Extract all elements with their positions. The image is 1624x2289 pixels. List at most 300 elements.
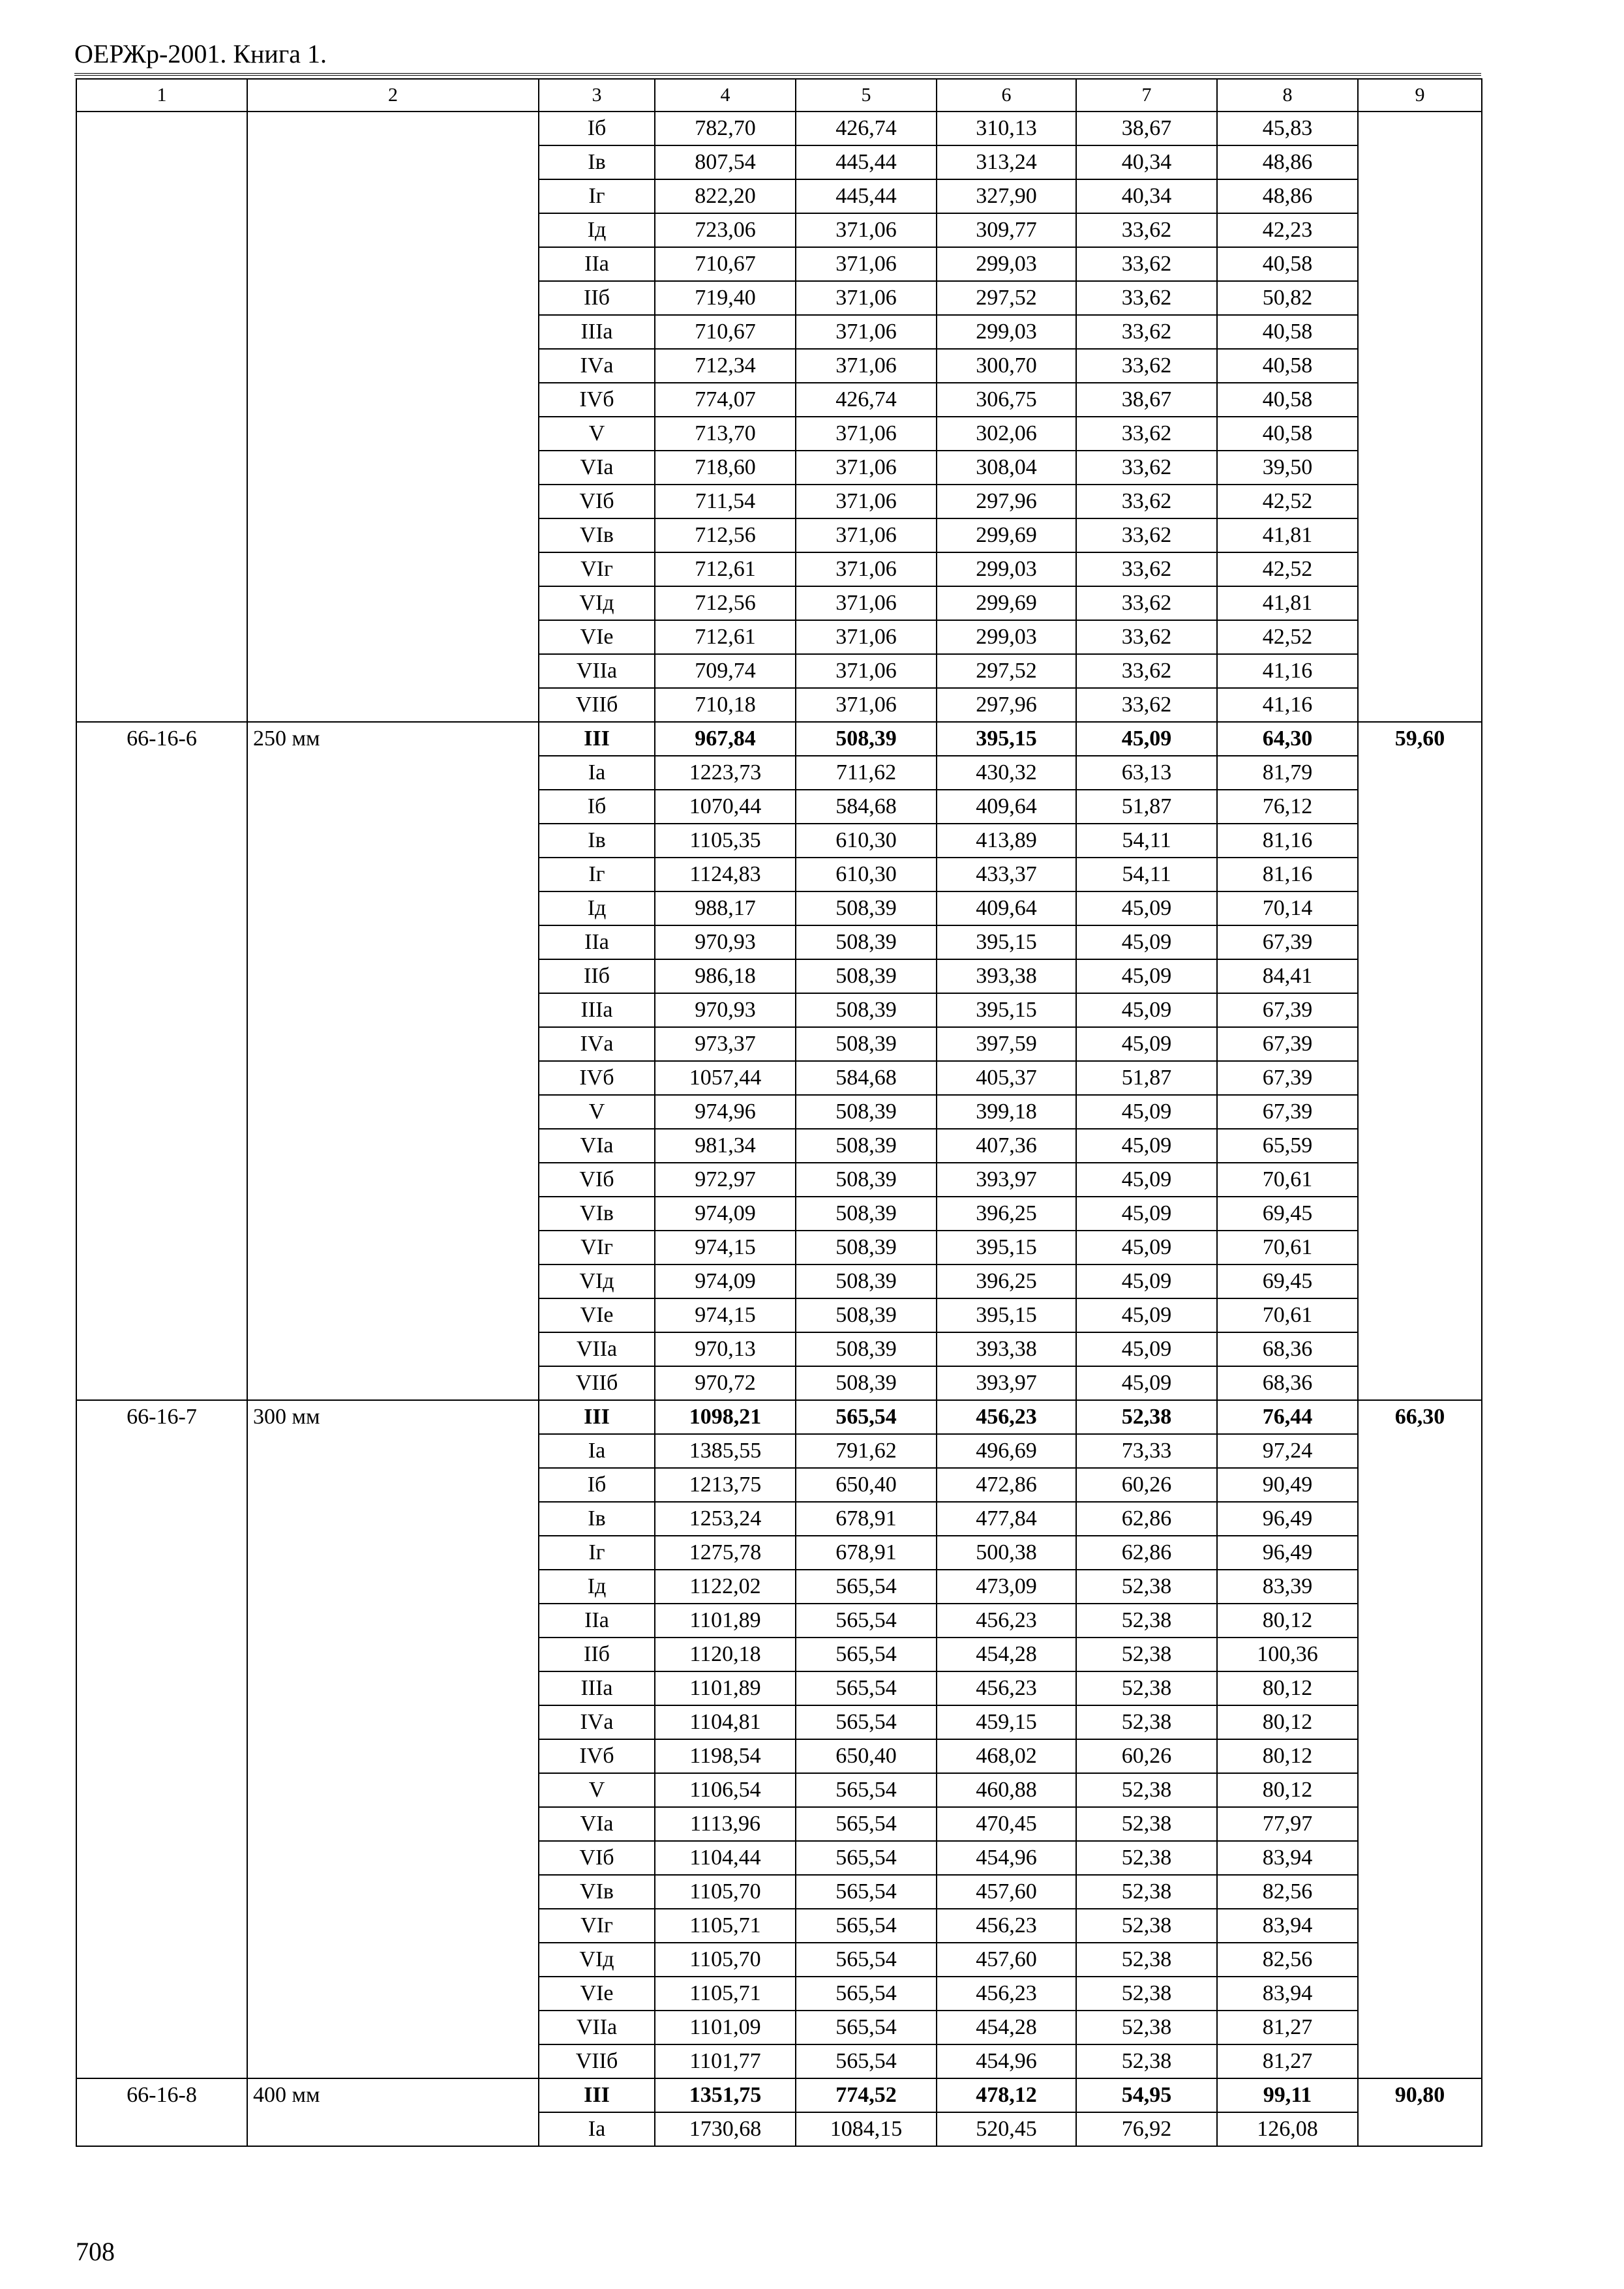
value-cell: 54,95	[1076, 2078, 1217, 2112]
value-cell: 126,08	[1217, 2112, 1358, 2146]
value-cell: 970,93	[655, 925, 796, 959]
value-cell: 1105,70	[655, 1875, 796, 1909]
value-cell: 99,11	[1217, 2078, 1358, 2112]
value-cell: 52,38	[1076, 2011, 1217, 2044]
value-cell: 45,09	[1076, 925, 1217, 959]
value-cell: 974,09	[655, 1197, 796, 1231]
value-cell: 584,68	[796, 790, 937, 824]
header-title: ОЕРЖр-2001. Книга 1.	[74, 39, 327, 68]
value-cell: 40,58	[1217, 247, 1358, 281]
row-category-cell: IIа	[539, 247, 655, 281]
value-cell: 33,62	[1076, 349, 1217, 383]
value-cell: 496,69	[937, 1434, 1076, 1468]
row-category-cell: V	[539, 1773, 655, 1807]
value-cell: 33,62	[1076, 247, 1217, 281]
value-cell: 407,36	[937, 1129, 1076, 1163]
value-cell: 478,12	[937, 2078, 1076, 2112]
value-cell: 67,39	[1217, 993, 1358, 1027]
value-cell: 718,60	[655, 451, 796, 485]
row-category-cell: VIг	[539, 552, 655, 586]
row-category-cell: Iд	[539, 891, 655, 925]
value-cell: 48,86	[1217, 145, 1358, 179]
value-cell: 67,39	[1217, 1027, 1358, 1061]
value-cell: 62,86	[1076, 1536, 1217, 1570]
value-cell: 309,77	[937, 213, 1076, 247]
value-cell: 520,45	[937, 2112, 1076, 2146]
row-category-cell: Iа	[539, 1434, 655, 1468]
row-category-cell: Iв	[539, 145, 655, 179]
value-cell: 33,62	[1076, 620, 1217, 654]
value-cell: 456,23	[937, 1671, 1076, 1705]
value-cell: 33,62	[1076, 586, 1217, 620]
value-cell: 710,18	[655, 688, 796, 722]
value-cell: 83,94	[1217, 1977, 1358, 2011]
value-cell: 967,84	[655, 722, 796, 756]
value-cell: 299,69	[937, 518, 1076, 552]
row-category-cell: VIб	[539, 1841, 655, 1875]
item-name-cell: 300 мм	[247, 1400, 539, 2078]
value-cell: 1101,89	[655, 1671, 796, 1705]
row-category-cell: IVа	[539, 349, 655, 383]
value-cell: 60,26	[1076, 1739, 1217, 1773]
value-cell: 82,56	[1217, 1943, 1358, 1977]
value-cell: 45,09	[1076, 1231, 1217, 1264]
value-cell: 395,15	[937, 722, 1076, 756]
value-cell: 371,06	[796, 213, 937, 247]
value-cell: 565,54	[796, 1977, 937, 2011]
value-cell: 40,34	[1076, 145, 1217, 179]
value-cell: 477,84	[937, 1502, 1076, 1536]
row-category-cell: III	[539, 722, 655, 756]
value-cell: 45,09	[1076, 722, 1217, 756]
value-cell: 33,62	[1076, 688, 1217, 722]
row-category-cell: Iв	[539, 824, 655, 858]
value-cell: 454,28	[937, 2011, 1076, 2044]
value-cell: 774,07	[655, 383, 796, 417]
value-cell: 81,27	[1217, 2011, 1358, 2044]
value-cell: 508,39	[796, 925, 937, 959]
price-table-container	[76, 78, 1481, 2147]
value-cell: 52,38	[1076, 2044, 1217, 2078]
row-category-cell: IIа	[539, 925, 655, 959]
row-category-cell: Iб	[539, 790, 655, 824]
row-category-cell: Iа	[539, 2112, 655, 2146]
value-cell: 65,59	[1217, 1129, 1358, 1163]
value-cell: 371,06	[796, 620, 937, 654]
value-cell: 650,40	[796, 1468, 937, 1502]
value-cell: 1104,81	[655, 1705, 796, 1739]
column-number-cell: 4	[655, 79, 796, 112]
value-cell: 710,67	[655, 247, 796, 281]
item-code-cell: 66-16-7	[76, 1400, 247, 2078]
value-cell: 1275,78	[655, 1536, 796, 1570]
row-category-cell: VIг	[539, 1909, 655, 1943]
value-cell: 90,49	[1217, 1468, 1358, 1502]
value-cell: 712,56	[655, 518, 796, 552]
value-cell: 83,94	[1217, 1909, 1358, 1943]
value-cell: 52,38	[1076, 1570, 1217, 1604]
value-cell: 45,09	[1076, 1095, 1217, 1129]
value-cell: 399,18	[937, 1095, 1076, 1129]
value-cell: 413,89	[937, 824, 1076, 858]
value-cell: 712,61	[655, 552, 796, 586]
value-cell: 712,34	[655, 349, 796, 383]
value-cell: 45,09	[1076, 1298, 1217, 1332]
value-cell: 33,62	[1076, 281, 1217, 315]
value-cell: 33,62	[1076, 213, 1217, 247]
value-cell: 610,30	[796, 858, 937, 891]
value-cell: 1124,83	[655, 858, 796, 891]
value-cell: 38,67	[1076, 112, 1217, 145]
value-cell: 610,30	[796, 824, 937, 858]
value-cell: 371,06	[796, 586, 937, 620]
value-cell: 508,39	[796, 722, 937, 756]
value-cell: 299,03	[937, 552, 1076, 586]
value-cell: 974,15	[655, 1298, 796, 1332]
value-cell: 45,09	[1076, 1163, 1217, 1197]
value-cell: 565,54	[796, 1875, 937, 1909]
row-category-cell: IIIа	[539, 993, 655, 1027]
value-cell: 42,23	[1217, 213, 1358, 247]
value-cell: 80,12	[1217, 1739, 1358, 1773]
value-cell: 297,52	[937, 281, 1076, 315]
value-cell: 1101,89	[655, 1604, 796, 1638]
value-cell: 970,93	[655, 993, 796, 1027]
value-cell: 445,44	[796, 179, 937, 213]
value-cell: 42,52	[1217, 552, 1358, 586]
value-cell: 473,09	[937, 1570, 1076, 1604]
row-category-cell: VIа	[539, 451, 655, 485]
value-cell: 299,03	[937, 315, 1076, 349]
column-number-row	[76, 79, 1482, 112]
value-cell: 76,44	[1217, 1400, 1358, 1434]
value-cell: 299,69	[937, 586, 1076, 620]
value-cell: 457,60	[937, 1875, 1076, 1909]
row-category-cell: VIа	[539, 1807, 655, 1841]
value-cell: 988,17	[655, 891, 796, 925]
value-cell: 500,38	[937, 1536, 1076, 1570]
row-category-cell: IIIа	[539, 1671, 655, 1705]
value-cell: 39,50	[1217, 451, 1358, 485]
value-cell: 96,49	[1217, 1502, 1358, 1536]
value-cell: 52,38	[1076, 1943, 1217, 1977]
value-cell: 395,15	[937, 1231, 1076, 1264]
value-cell: 1113,96	[655, 1807, 796, 1841]
item-name-cell: 250 мм	[247, 722, 539, 1400]
value-cell: 1070,44	[655, 790, 796, 824]
value-cell: 782,70	[655, 112, 796, 145]
value-cell: 308,04	[937, 451, 1076, 485]
value-cell: 70,14	[1217, 891, 1358, 925]
value-cell: 1106,54	[655, 1773, 796, 1807]
value-cell: 508,39	[796, 1095, 937, 1129]
value-cell: 713,70	[655, 417, 796, 451]
value-cell: 712,56	[655, 586, 796, 620]
value-cell: 1084,15	[796, 2112, 937, 2146]
value-cell: 313,24	[937, 145, 1076, 179]
value-cell: 81,79	[1217, 756, 1358, 790]
column-number-cell: 5	[796, 79, 937, 112]
value-cell: 405,37	[937, 1061, 1076, 1095]
value-cell: 69,45	[1217, 1264, 1358, 1298]
value-cell: 371,06	[796, 688, 937, 722]
value-cell: 565,54	[796, 2044, 937, 2078]
row-category-cell: VIе	[539, 1977, 655, 2011]
row-category-cell: Iг	[539, 858, 655, 891]
value-cell: 299,03	[937, 247, 1076, 281]
value-cell: 972,97	[655, 1163, 796, 1197]
column-number-cell: 6	[937, 79, 1076, 112]
row-category-cell: Iд	[539, 1570, 655, 1604]
value-cell: 1105,70	[655, 1943, 796, 1977]
column-number-cell: 1	[76, 79, 247, 112]
value-cell: 52,38	[1076, 1671, 1217, 1705]
value-cell: 77,97	[1217, 1807, 1358, 1841]
value-cell: 1122,02	[655, 1570, 796, 1604]
value-cell: 302,06	[937, 417, 1076, 451]
value-cell: 711,54	[655, 485, 796, 518]
row-category-cell: Iг	[539, 1536, 655, 1570]
value-cell: 970,13	[655, 1332, 796, 1366]
value-cell: 508,39	[796, 1366, 937, 1400]
value-cell: 97,24	[1217, 1434, 1358, 1468]
row-category-cell: VIIа	[539, 2011, 655, 2044]
value-cell: 52,38	[1076, 1875, 1217, 1909]
row-category-cell: VIд	[539, 1943, 655, 1977]
value-cell: 300,70	[937, 349, 1076, 383]
value-cell: 297,52	[937, 654, 1076, 688]
row-category-cell: VIIа	[539, 1332, 655, 1366]
value-cell: 565,54	[796, 1604, 937, 1638]
row-category-cell: IIб	[539, 1638, 655, 1671]
table-row	[76, 2078, 1482, 2112]
value-cell: 45,09	[1076, 891, 1217, 925]
value-cell: 52,38	[1076, 1638, 1217, 1671]
value-cell: 678,91	[796, 1502, 937, 1536]
value-cell: 445,44	[796, 145, 937, 179]
value-cell: 393,97	[937, 1163, 1076, 1197]
column9-value-cell	[1358, 112, 1482, 722]
value-cell: 52,38	[1076, 1400, 1217, 1434]
value-cell: 396,25	[937, 1264, 1076, 1298]
value-cell: 981,34	[655, 1129, 796, 1163]
row-category-cell: VIд	[539, 1264, 655, 1298]
value-cell: 395,15	[937, 993, 1076, 1027]
row-category-cell: VIб	[539, 1163, 655, 1197]
value-cell: 371,06	[796, 281, 937, 315]
value-cell: 409,64	[937, 790, 1076, 824]
value-cell: 468,02	[937, 1739, 1076, 1773]
row-category-cell: Iд	[539, 213, 655, 247]
value-cell: 62,86	[1076, 1502, 1217, 1536]
row-category-cell: Iг	[539, 179, 655, 213]
value-cell: 565,54	[796, 1638, 937, 1671]
value-cell: 1730,68	[655, 2112, 796, 2146]
value-cell: 508,39	[796, 1264, 937, 1298]
value-cell: 45,09	[1076, 959, 1217, 993]
value-cell: 508,39	[796, 891, 937, 925]
value-cell: 395,15	[937, 1298, 1076, 1332]
item-code-cell	[76, 112, 247, 722]
value-cell: 371,06	[796, 552, 937, 586]
value-cell: 81,27	[1217, 2044, 1358, 2078]
price-table	[76, 78, 1482, 2147]
row-category-cell: Iб	[539, 1468, 655, 1502]
value-cell: 51,87	[1076, 1061, 1217, 1095]
value-cell: 986,18	[655, 959, 796, 993]
value-cell: 76,92	[1076, 2112, 1217, 2146]
value-cell: 565,54	[796, 1943, 937, 1977]
value-cell: 33,62	[1076, 485, 1217, 518]
value-cell: 40,58	[1217, 417, 1358, 451]
value-cell: 709,74	[655, 654, 796, 688]
value-cell: 565,54	[796, 1841, 937, 1875]
value-cell: 1105,35	[655, 824, 796, 858]
value-cell: 1198,54	[655, 1739, 796, 1773]
value-cell: 508,39	[796, 1163, 937, 1197]
value-cell: 50,82	[1217, 281, 1358, 315]
value-cell: 83,94	[1217, 1841, 1358, 1875]
value-cell: 33,62	[1076, 654, 1217, 688]
value-cell: 70,61	[1217, 1298, 1358, 1332]
row-category-cell: IVа	[539, 1027, 655, 1061]
value-cell: 454,96	[937, 1841, 1076, 1875]
row-category-cell: VIб	[539, 485, 655, 518]
value-cell: 584,68	[796, 1061, 937, 1095]
value-cell: 63,13	[1076, 756, 1217, 790]
value-cell: 774,52	[796, 2078, 937, 2112]
value-cell: 508,39	[796, 1332, 937, 1366]
value-cell: 456,23	[937, 1977, 1076, 2011]
value-cell: 565,54	[796, 1570, 937, 1604]
value-cell: 460,88	[937, 1773, 1076, 1807]
value-cell: 40,34	[1076, 179, 1217, 213]
value-cell: 81,16	[1217, 824, 1358, 858]
column-number-cell: 8	[1217, 79, 1358, 112]
value-cell: 723,06	[655, 213, 796, 247]
row-category-cell: VIв	[539, 1875, 655, 1909]
value-cell: 1385,55	[655, 1434, 796, 1468]
value-cell: 1057,44	[655, 1061, 796, 1095]
value-cell: 712,61	[655, 620, 796, 654]
value-cell: 33,62	[1076, 315, 1217, 349]
value-cell: 69,45	[1217, 1197, 1358, 1231]
page-number: 708	[76, 2237, 115, 2266]
value-cell: 33,62	[1076, 518, 1217, 552]
value-cell: 67,39	[1217, 1061, 1358, 1095]
value-cell: 1101,77	[655, 2044, 796, 2078]
table-row	[76, 1400, 1482, 1434]
value-cell: 52,38	[1076, 1705, 1217, 1739]
value-cell: 76,12	[1217, 790, 1358, 824]
value-cell: 710,67	[655, 315, 796, 349]
value-cell: 297,96	[937, 485, 1076, 518]
value-cell: 84,41	[1217, 959, 1358, 993]
row-category-cell: VIе	[539, 1298, 655, 1332]
value-cell: 470,45	[937, 1807, 1076, 1841]
value-cell: 40,58	[1217, 315, 1358, 349]
row-category-cell: IIб	[539, 281, 655, 315]
value-cell: 396,25	[937, 1197, 1076, 1231]
value-cell: 82,56	[1217, 1875, 1358, 1909]
column-number-cell: 3	[539, 79, 655, 112]
row-category-cell: IIа	[539, 1604, 655, 1638]
value-cell: 1223,73	[655, 756, 796, 790]
row-category-cell: V	[539, 1095, 655, 1129]
value-cell: 70,61	[1217, 1163, 1358, 1197]
value-cell: 371,06	[796, 417, 937, 451]
value-cell: 791,62	[796, 1434, 937, 1468]
column-number-cell: 9	[1358, 79, 1482, 112]
value-cell: 371,06	[796, 654, 937, 688]
value-cell: 45,09	[1076, 1264, 1217, 1298]
value-cell: 80,12	[1217, 1604, 1358, 1638]
value-cell: 371,06	[796, 315, 937, 349]
value-cell: 456,23	[937, 1909, 1076, 1943]
value-cell: 83,39	[1217, 1570, 1358, 1604]
value-cell: 454,28	[937, 1638, 1076, 1671]
column9-value-cell: 90,80	[1358, 2078, 1482, 2146]
value-cell: 1351,75	[655, 2078, 796, 2112]
value-cell: 508,39	[796, 1027, 937, 1061]
row-category-cell: Iа	[539, 756, 655, 790]
value-cell: 45,09	[1076, 1366, 1217, 1400]
value-cell: 299,03	[937, 620, 1076, 654]
value-cell: 40,58	[1217, 349, 1358, 383]
value-cell: 565,54	[796, 1671, 937, 1705]
value-cell: 54,11	[1076, 858, 1217, 891]
value-cell: 395,15	[937, 925, 1076, 959]
value-cell: 508,39	[796, 1231, 937, 1264]
row-category-cell: III	[539, 2078, 655, 2112]
value-cell: 397,59	[937, 1027, 1076, 1061]
value-cell: 1104,44	[655, 1841, 796, 1875]
value-cell: 973,37	[655, 1027, 796, 1061]
value-cell: 426,74	[796, 383, 937, 417]
value-cell: 51,87	[1076, 790, 1217, 824]
value-cell: 454,96	[937, 2044, 1076, 2078]
value-cell: 60,26	[1076, 1468, 1217, 1502]
value-cell: 1098,21	[655, 1400, 796, 1434]
row-category-cell: VIд	[539, 586, 655, 620]
value-cell: 45,83	[1217, 112, 1358, 145]
item-code-cell: 66-16-8	[76, 2078, 247, 2146]
value-cell: 430,32	[937, 756, 1076, 790]
row-category-cell: VIв	[539, 518, 655, 552]
value-cell: 52,38	[1076, 1604, 1217, 1638]
value-cell: 81,16	[1217, 858, 1358, 891]
row-category-cell: VIIа	[539, 654, 655, 688]
value-cell: 45,09	[1076, 1197, 1217, 1231]
value-cell: 33,62	[1076, 552, 1217, 586]
row-category-cell: IIб	[539, 959, 655, 993]
item-name-cell	[247, 112, 539, 722]
value-cell: 80,12	[1217, 1671, 1358, 1705]
value-cell: 67,39	[1217, 1095, 1358, 1129]
column-number-cell: 7	[1076, 79, 1217, 112]
value-cell: 42,52	[1217, 485, 1358, 518]
value-cell: 52,38	[1076, 1773, 1217, 1807]
value-cell: 565,54	[796, 1400, 937, 1434]
value-cell: 54,11	[1076, 824, 1217, 858]
item-name-cell: 400 мм	[247, 2078, 539, 2146]
value-cell: 371,06	[796, 349, 937, 383]
row-category-cell: III	[539, 1400, 655, 1434]
value-cell: 100,36	[1217, 1638, 1358, 1671]
value-cell: 73,33	[1076, 1434, 1217, 1468]
value-cell: 433,37	[937, 858, 1076, 891]
value-cell: 327,90	[937, 179, 1076, 213]
